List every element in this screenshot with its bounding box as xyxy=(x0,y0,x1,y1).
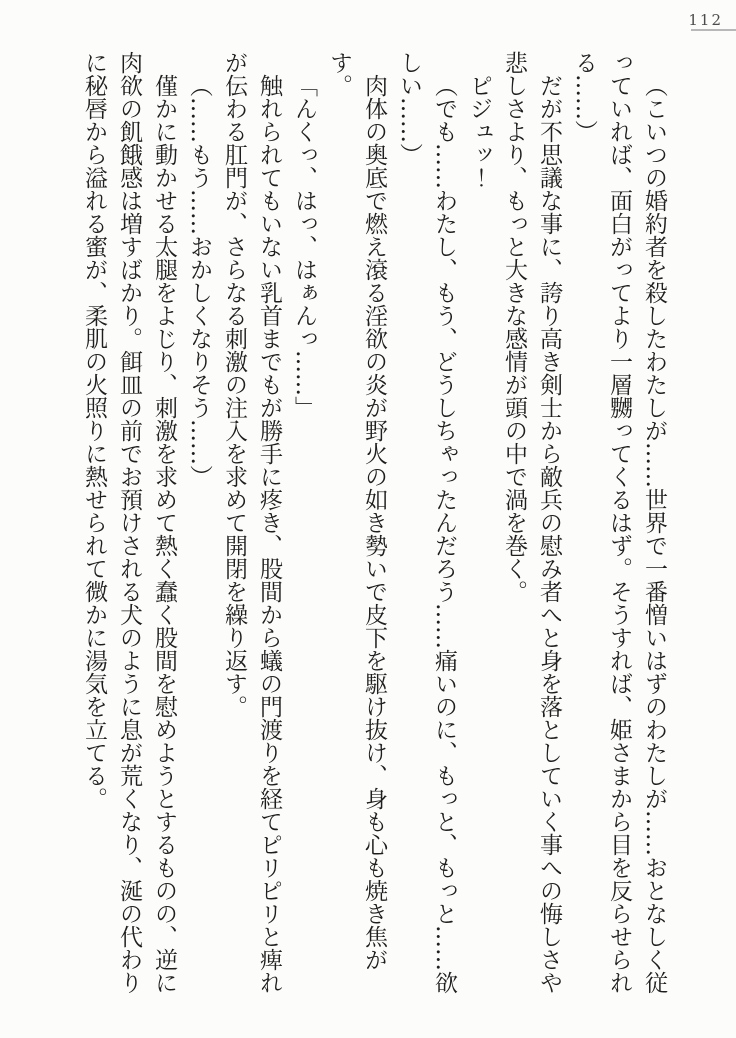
paragraph: 肉体の奥底で燃え滾る淫欲の炎が野火の如き勢いで皮下を駆け抜け、身も心も焼き焦がす。 xyxy=(326,51,387,971)
page-number: 112 xyxy=(688,11,723,29)
paragraph: 僅かに動かせる太腿をよじり、刺激を求めて熱く蠢く股間を慰めようとするものの、逆に肉欲の飢餓感は増すばかり。餌皿の前でお預けされる犬のように息が荒くなり、涎の代わりに秘唇から溢れる蜜が、柔肌の火照りに熱せられて微かに湯気を立てる。 xyxy=(81,51,177,994)
vertical-text-block xyxy=(51,51,671,994)
page-number-rule xyxy=(691,29,736,31)
paragraph: （でも……わたし、もう、どうしちゃったんだろう……痛いのに、もっと、もっと……欲しい……） xyxy=(396,51,457,994)
paragraph: 「んくっ、はっ、はぁんっ……」 xyxy=(291,74,317,419)
paragraph: 触れられてもいない乳首までもが勝手に疼き、股間から蟻の門渡りを経てピリピリと痺れが伝わる肛門が、さらなる刺激の注入を求めて開閉を繰り返す。 xyxy=(221,51,282,994)
paragraph: （……もう……おかしくなりそう……） xyxy=(186,74,212,488)
paragraph: だが不思議な事に、誇り高き剣士から敵兵の慰み者へと身を落としていく事への悔しさや悲しさより、もっと大きな感情が頭の中で渦を巻く。 xyxy=(501,51,562,994)
paragraph: （こいつの婚約者を殺したわたしが……世界で一番憎いはずのわたしが……おとなしく従っていれば、面白がってより一層嬲ってくるはず。そうすれば、姫さまから目を反らせられる……） xyxy=(571,51,667,994)
paragraph: ピジュッ！ xyxy=(466,74,492,189)
